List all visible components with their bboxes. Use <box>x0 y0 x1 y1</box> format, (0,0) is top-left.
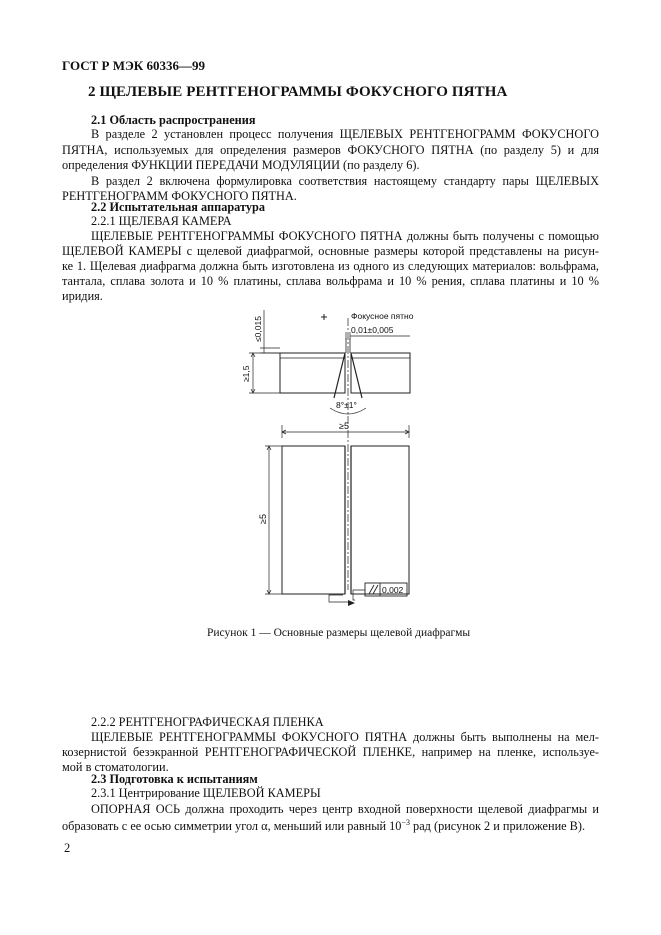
s21-line-1: В разделе 2 установлен процесс получения ЩЕЛЕВЫХ РЕНТГЕНОГРАММ ФОКУСНОГО <box>91 127 599 141</box>
subsection-2-2-2-title: 2.2.2 РЕНТГЕНОГРАФИЧЕСКАЯ ПЛЕНКА <box>91 715 324 729</box>
top-left-plate <box>280 353 345 393</box>
front-right-plate <box>351 446 409 594</box>
s23-exponent: −3 <box>401 818 410 827</box>
s222-line-3: мой в стоматологии. <box>62 760 169 774</box>
dim-height: ≥5 <box>258 514 268 524</box>
subsection-2-3-title: 2.3 Подготовка к испытаниям <box>91 772 258 786</box>
front-left-plate <box>282 446 345 594</box>
dim-slit-width: 0,01±0,005 <box>351 325 394 335</box>
dim-top-thickness: ≤0,015 <box>253 316 263 342</box>
s22-line-1: ЩЕЛЕВЫЕ РЕНТГЕНОГРАММЫ ФОКУСНОГО ПЯТНА должны быть получены с помощью <box>91 229 599 243</box>
subsection-2-1-title: 2.1 Область распространения <box>91 113 256 127</box>
s23-line-2-text: образовать с ее осью симметрии угол α, меньший или равный 10 <box>62 819 402 834</box>
s23-line-1: ОПОРНАЯ ОСЬ должна проходить через центр входной поверхности щелевой диафрагмы и <box>91 802 599 816</box>
dim-thickness: ≥1,5 <box>241 365 251 382</box>
document-header: ГОСТ Р МЭК 60336—99 <box>62 58 205 73</box>
s22-line-2: ЩЕЛЕВОЙ КАМЕРЫ с щелевой диафрагмой, основные размеры которой представлены на рисун- <box>62 244 599 258</box>
subsection-2-3-1-title: 2.3.1 Центрирование ЩЕЛЕВОЙ КАМЕРЫ <box>91 786 321 800</box>
s21-line-5: РЕНТГЕНОГРАММ ФОКУСНОГО ПЯТНА. <box>62 189 297 203</box>
s23-line-2 <box>62 818 585 834</box>
s23-line-2-end: рад (рисунок 2 и приложение В). <box>409 819 586 834</box>
figure-caption: Рисунок 1 — Основные размеры щелевой диафрагмы <box>207 627 471 639</box>
focal-spot-marker <box>321 314 327 320</box>
parallelism-icon <box>369 585 378 594</box>
s22-line-4: тантала, сплава золота и 10 % платины, сплава вольфрама и 10 % рения, сплава платины и 10 % <box>62 274 599 288</box>
dim-width: ≥5 <box>339 421 349 431</box>
tolerance-value: 0,002 <box>382 585 404 595</box>
s21-line-2: ПЯТНА, используемых для определения размеров ФОКУСНОГО ПЯТНА (по разделу 5) и для <box>62 143 599 157</box>
subsection-2-2-title: 2.2 Испытательная аппаратура <box>91 200 266 214</box>
s22-line-5: иридия. <box>62 289 103 303</box>
s22-line-3: ке 1. Щелевая диафрагма должна быть изготовлена из одного из следующих материалов: вольфрама, <box>62 259 599 273</box>
s222-line-1: ЩЕЛЕВЫЕ РЕНТГЕНОГРАММЫ ФОКУСНОГО ПЯТНА должны быть выполнены на мел- <box>91 730 599 744</box>
page-number: 2 <box>64 841 71 855</box>
s21-line-4: В раздел 2 включена формулировка соответствия настоящему стандарту пары ЩЕЛЕВЫХ <box>91 174 599 188</box>
subsection-2-2-1-title: 2.2.1 ЩЕЛЕВАЯ КАМЕРА <box>91 214 232 228</box>
focal-spot-label: Фокусное пятно <box>351 311 414 321</box>
figure-slit-diaphragm <box>220 300 440 610</box>
section-title: 2 ЩЕЛЕВЫЕ РЕНТГЕНОГРАММЫ ФОКУСНОГО ПЯТНА <box>88 84 508 100</box>
s222-line-2: козернистой безэкранной РЕНТГЕНОГРАФИЧЕСКОЙ ПЛЕНКЕ, например на пленке, используе- <box>62 745 599 759</box>
s21-line-3: определения ФУНКЦИИ ПЕРЕДАЧИ МОДУЛЯЦИИ (по разделу 6). <box>62 158 420 172</box>
dim-angle: 8°±1° <box>336 400 357 410</box>
